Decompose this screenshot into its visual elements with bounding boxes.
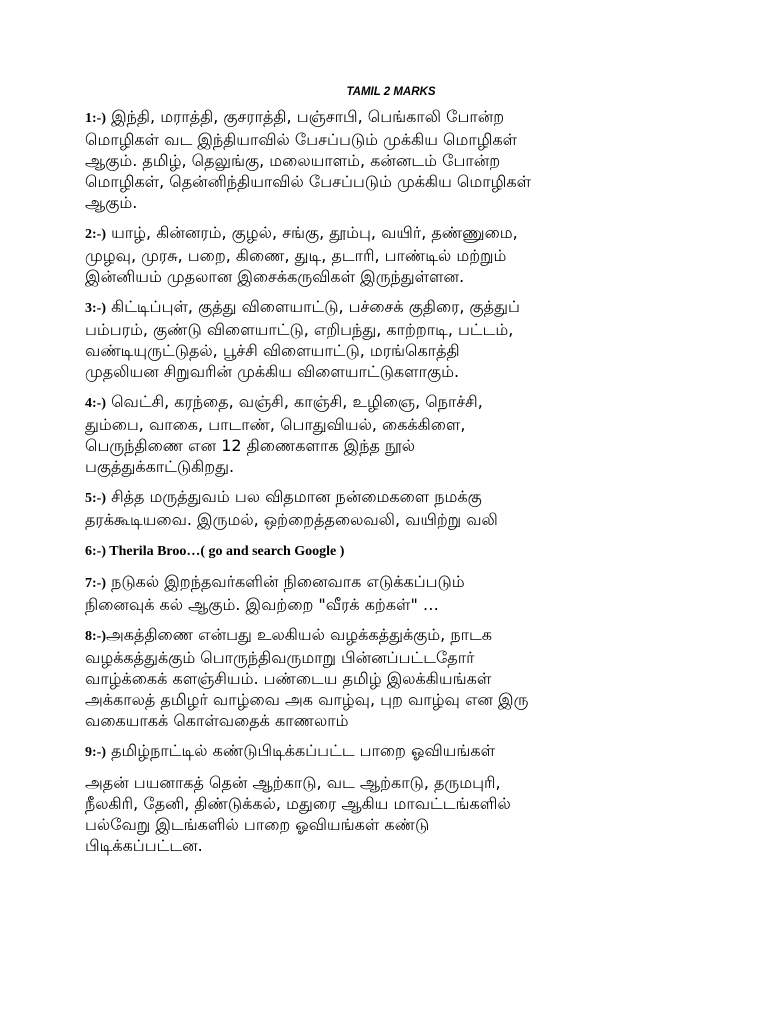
answer-text: இந்தி, மராத்தி, குசராத்தி, பஞ்சாபி, பெங்காலி போன்ற மொழிகள் வட இந்தியாவில் பேசப்படும் முக்கிய மொழிகள் ஆகும். தமிழ், தெலுங்கு, மலையாளம், கன்னடம் போன்ற மொழிகள், தென்னிந்தியாவில் பேசப்படும் முக்கிய மொழிகள் ஆகும். [85,107,532,212]
answer-number: 1:-) [85,111,106,126]
answer-text: தமிழ்நாட்டில் கண்டுபிடிக்கப்பட்ட பாறை ஓவியங்கள் [106,741,496,760]
answer-number: 8:-) [85,629,106,644]
answer-number: 6:-) [85,544,106,559]
answer-item-3 [85,296,685,382]
answer-item-5 [85,486,685,530]
document-title: TAMIL 2 MARKS [346,86,436,98]
answer-item-9 [85,740,685,763]
answer-number: 5:-) [85,491,106,506]
answer-item-1 [85,106,685,213]
answer-item-7 [85,571,685,615]
answer-text: அகத்திணை என்பது உலகியல் வழக்கத்துக்கும், நாடக வழக்கத்துக்கும் பொருந்திவருமாறு பின்னப்பட்டதோர் வாழ்க்கைக் களஞ்சியம். பண்டைய தமிழ் இலக்கியங்கள் அக்காலத் தமிழர் வாழ்வை அக வாழ்வு, புற வாழ்வு என இரு வகையாகக் கொள்வதைக் காணலாம் [85,625,529,730]
answer-text: யாழ், கின்னரம், குழல், சங்கு, தூம்பு, வயிர், தண்ணுமை, முழவு, முரசு, பறை, கிணை, துடி, தடாரி, பாண்டில் மற்றும் இன்னியம் முதலான இசைக்கருவிகள் இருந்துள்ளன. [85,223,518,286]
document-page [85,86,685,856]
answer-number: 7:-) [85,576,106,591]
answer-text: கிட்டிப்புள், குத்து விளையாட்டு, பச்சைக் குதிரை, குத்துப் பம்பரம், குண்டு விளையாட்டு, எறிபந்து, காற்றாடி, பட்டம், வண்டியுருட்டுதல், பூச்சி விளையாட்டு, மரங்கொத்தி முதலியன சிறுவரின் முக்கிய விளையாட்டுகளாகும். [85,297,520,381]
answer-text: சித்த மருத்துவம் பல விதமான நன்மைகளை நமக்கு தரக்கூடியவை. இருமல், ஒற்றைத்தலைவலி, வயிற்று வலி [85,487,498,529]
answer-item-2 [85,222,685,287]
answer-item-6 [85,539,685,562]
answer-text: நடுகல் இறந்தவர்களின் நினைவாக எடுக்கப்படும் நினைவுக் கல் ஆகும். இவற்றை "வீரக் கற்கள்" … [85,572,465,614]
answer-text: Therila Broo…( go and search Google ) [106,544,345,559]
answer-text: வெட்சி, கரந்தை, வஞ்சி, காஞ்சி, உழிஞை, நொச்சி, தும்பை, வாகை, பாடாண், பொதுவியல், கைக்கிளை, பெருந்திணை என 12 திணைகளாக இந்த நூல் பகுத்துக்காட்டுகிறது. [85,392,483,476]
answer-number: 2:-) [85,227,106,242]
answer-continuation-paragraph: அதன் பயனாகத் தென் ஆற்காடு, வட ஆற்காடு, தருமபுரி, நீலகிரி, தேனி, திண்டுக்கல், மதுரை ஆகிய மாவட்டங்களில் பல்வேறு இடங்களில் பாறை ஓவியங்கள் கண்டு பிடிக்கப்பட்டன. [85,773,511,855]
answer-number: 9:-) [85,745,106,760]
answer-item-8 [85,624,685,731]
answer-number: 3:-) [85,301,106,316]
answer-item-4 [85,391,685,477]
answer-number: 4:-) [85,396,106,411]
